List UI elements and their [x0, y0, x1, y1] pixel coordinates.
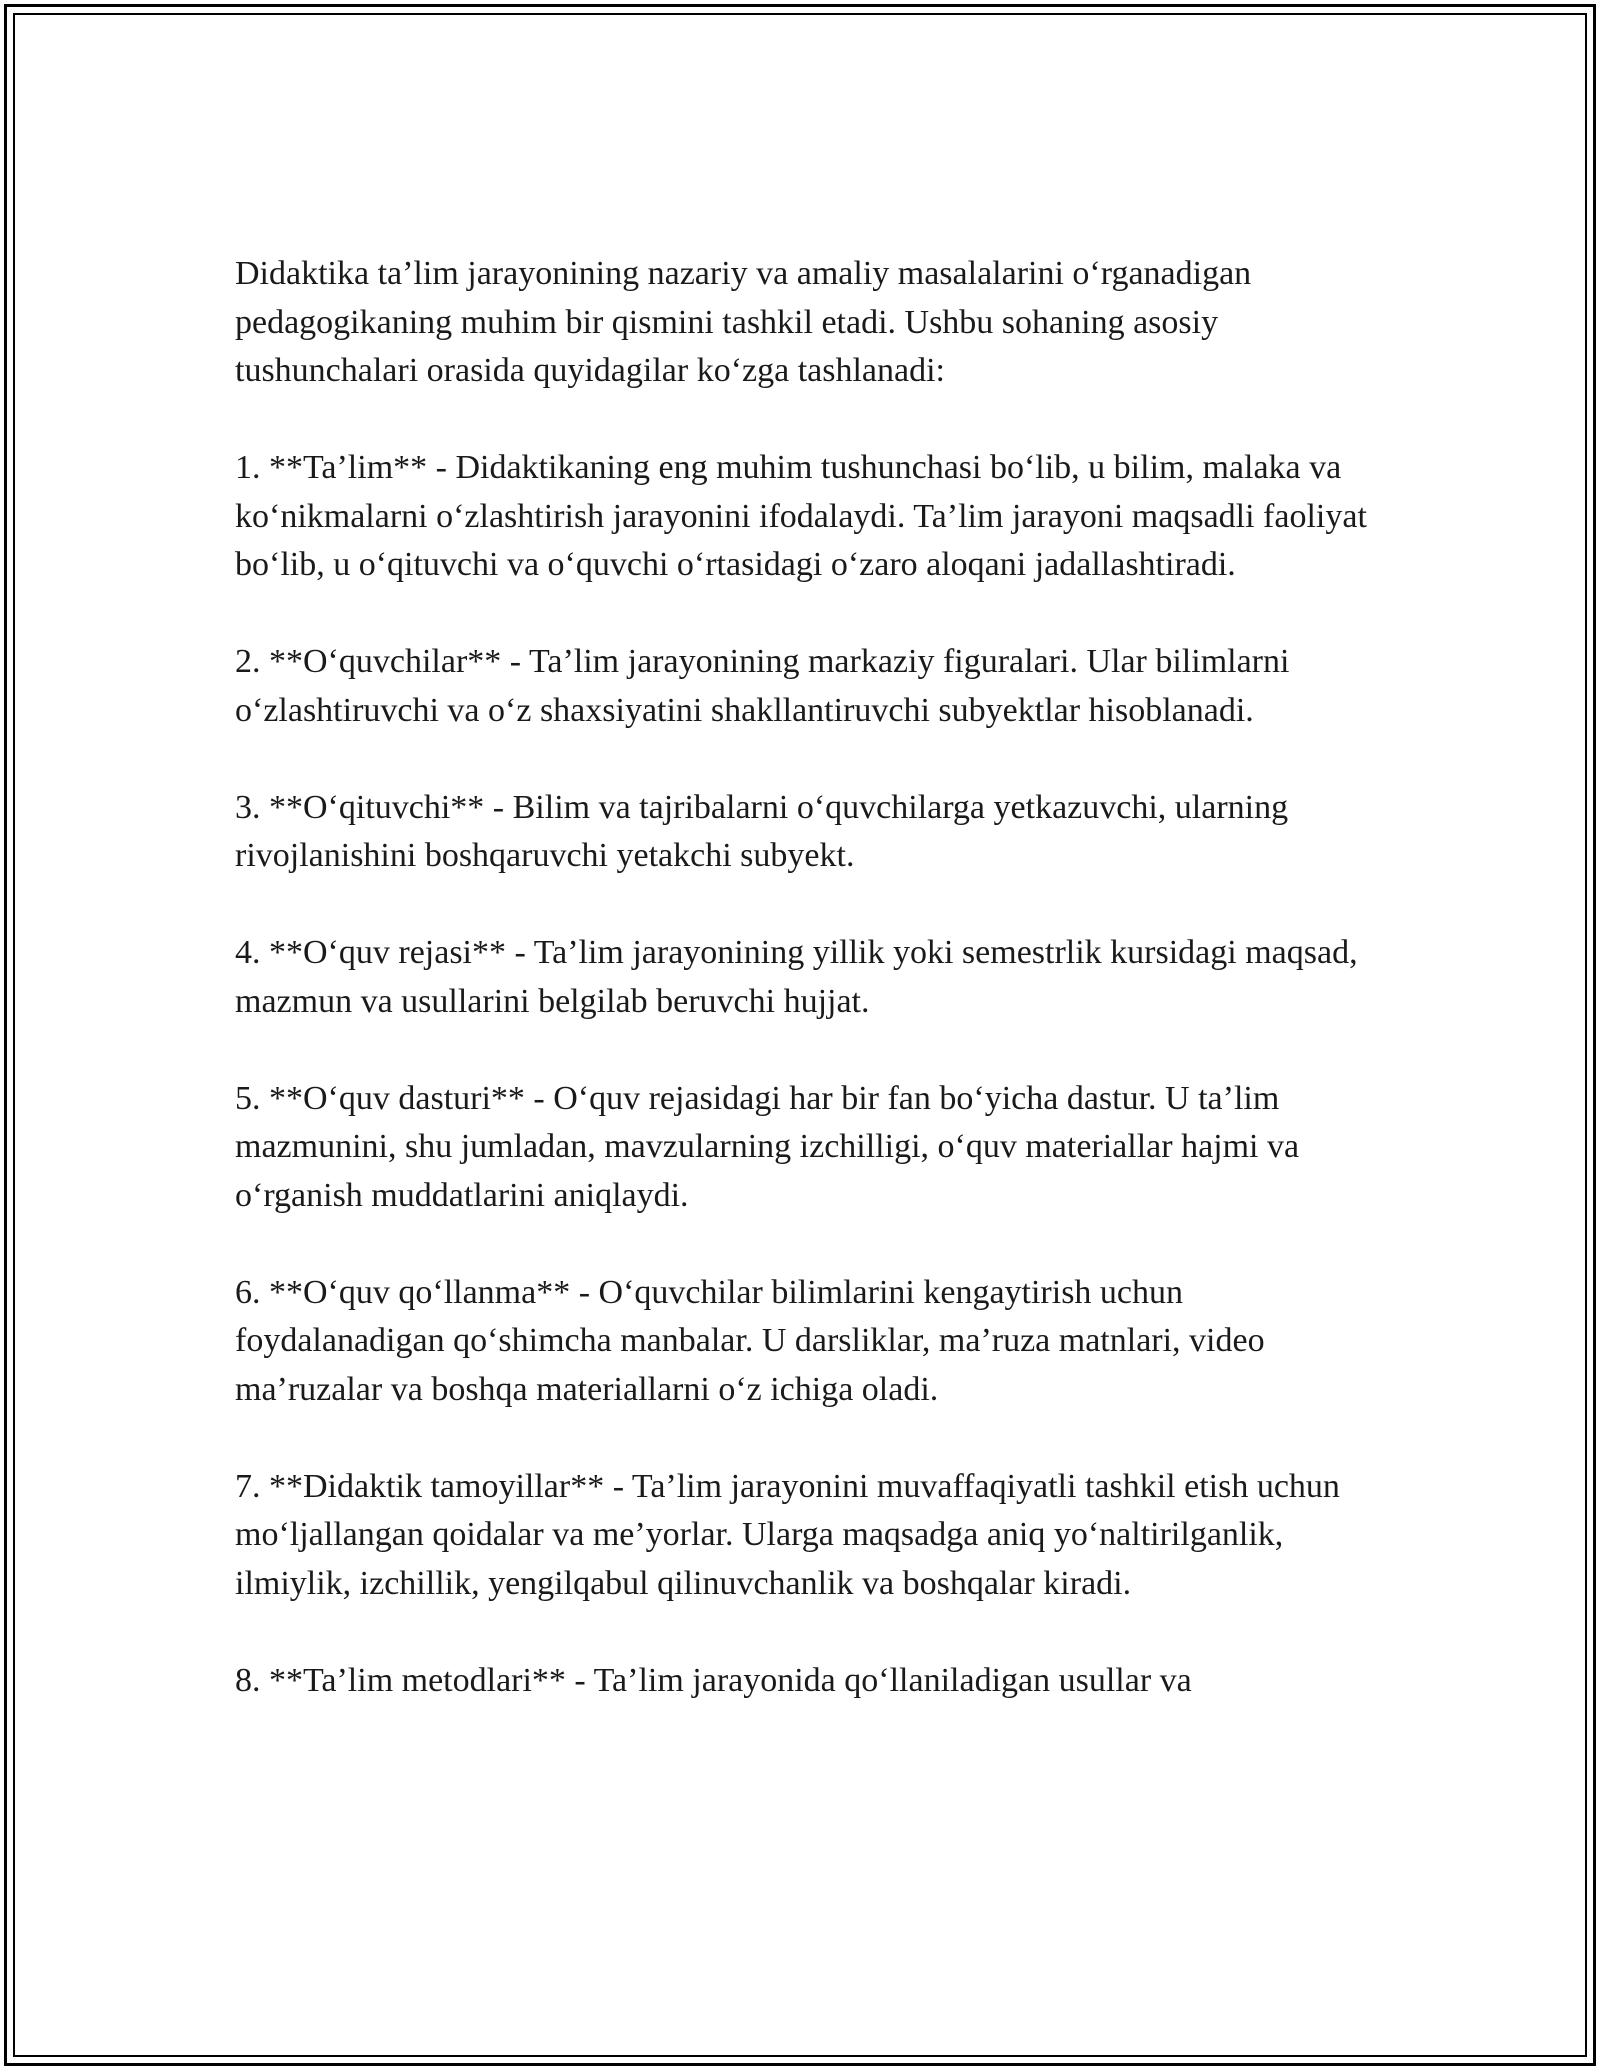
document-body [235, 250, 1385, 1754]
list-item-oquv-qollanma: 6. **O‘quv qo‘llanma** - O‘quvchilar bilimlarini kengaytirish uchun foydalanadigan qo‘shimcha manbalar. U darsliklar, ma’ruza matnlari, video ma’ruzalar va boshqa materiallarni o‘z ichiga oladi. [235, 1273, 1265, 1408]
intro-paragraph: Didaktika ta’lim jarayonining nazariy va amaliy masalalarini o‘rganadigan pedagogikaning muhim bir qismini tashkil etadi. Ushbu sohaning asosiy tushunchalari orasida quyidagilar ko‘zga tashlanadi: [235, 255, 1252, 389]
list-item-oquv-dasturi: 5. **O‘quv dasturi** - O‘quv rejasidagi har bir fan bo‘yicha dastur. U ta’lim mazmunini, shu jumladan, mavzularning izchilligi, o‘quv materiallar hajmi va o‘rganish muddatlarini aniqlaydi. [235, 1079, 1300, 1214]
list-item-talim-metodlari: 8. **Ta’lim metodlari** - Ta’lim jarayonida qo‘llaniladigan usullar va [235, 1661, 1192, 1699]
list-item-didaktik-tamoyillar: 7. **Didaktik tamoyillar** - Ta’lim jarayonini muvaffaqiyatli tashkil etish uchun mo‘ljallangan qoidalar va me’yorlar. Ularga maqsadga aniq yo‘naltirilganlik, ilmiylik, izchillik, yengilqabul qilinuvchanlik va boshqalar kiradi. [235, 1467, 1340, 1602]
list-item-oquvchilar: 2. **O‘quvchilar** - Ta’lim jarayonining markaziy figuralari. Ular bilimlarni o‘zlashtiruvchi va o‘z shaxsiyatini shakllantiruvchi subyektlar hisoblanadi. [235, 643, 1290, 729]
list-item-talim: 1. **Ta’lim** - Didaktikaning eng muhim tushunchasi bo‘lib, u bilim, malaka va ko‘nikmalarni o‘zlashtirish jarayonini ifodalaydi. Ta’lim jarayoni maqsadli faoliyat bo‘lib, u o‘qituvchi va o‘quvchi o‘rtasidagi o‘zaro aloqani jadallashtiradi. [235, 449, 1367, 583]
list-item-oqituvchi: 3. **O‘qituvchi** - Bilim va tajribalarni o‘quvchilarga yetkazuvchi, ularning rivojlanishini boshqaruvchi yetakchi subyekt. [235, 788, 1289, 874]
list-item-oquv-rejasi: 4. **O‘quv rejasi** - Ta’lim jarayonining yillik yoki semestrlik kursidagi maqsad, mazmun va usullarini belgilab beruvchi hujjat. [235, 934, 1358, 1020]
